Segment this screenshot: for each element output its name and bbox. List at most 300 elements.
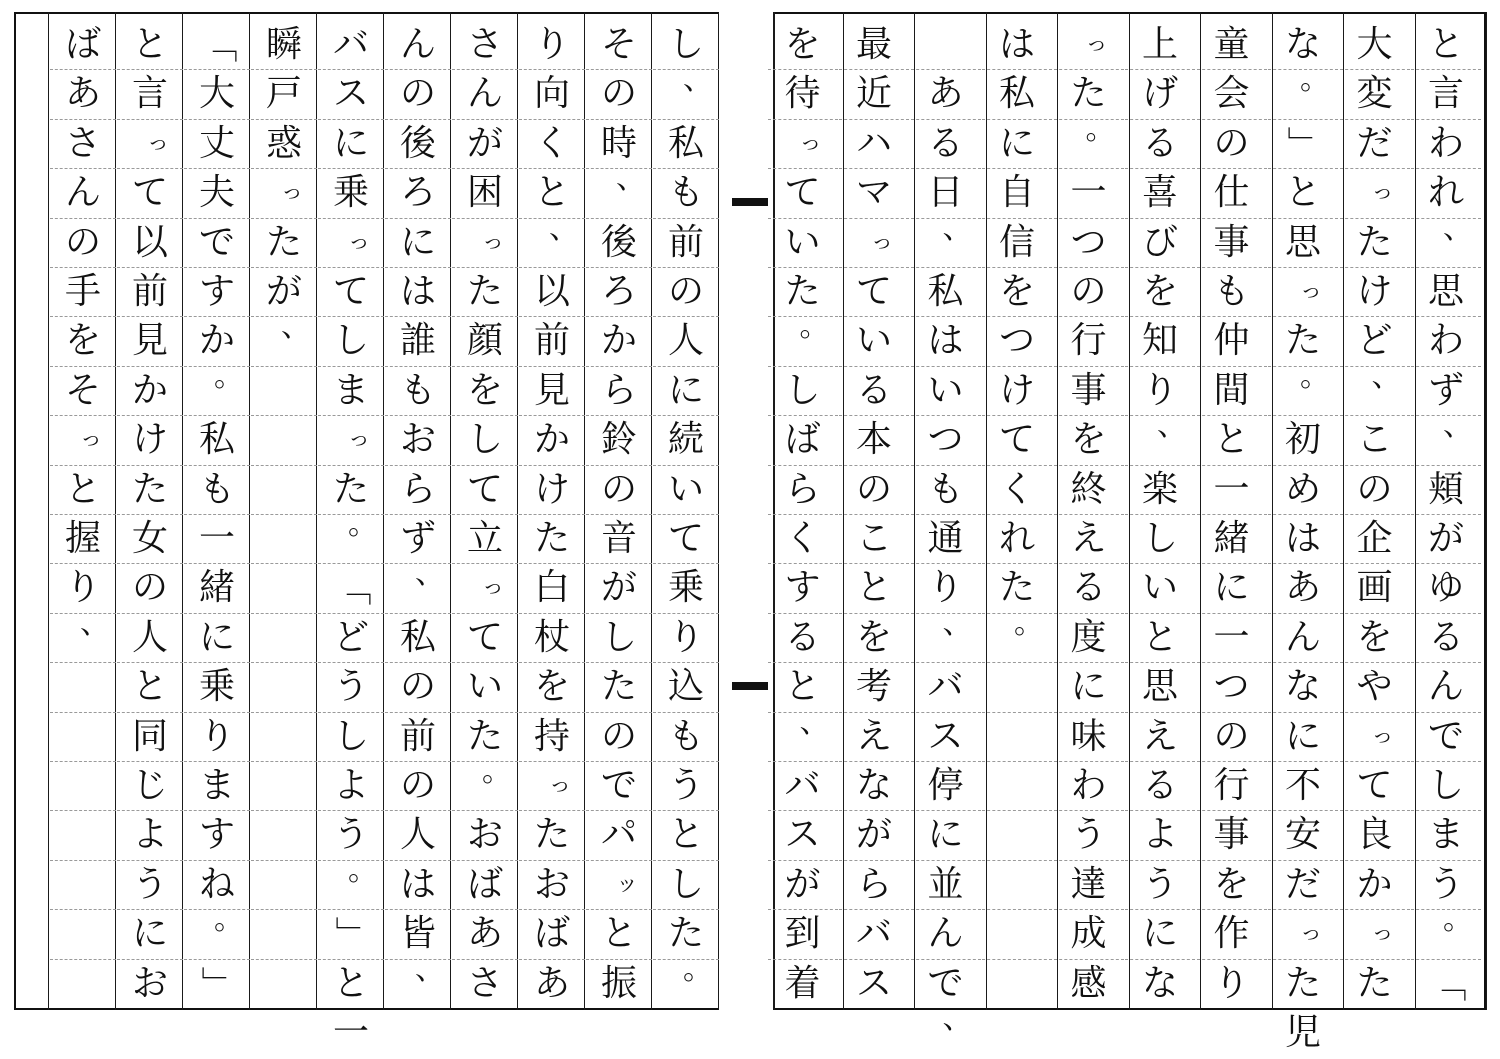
manuscript-character: る: [1141, 122, 1178, 164]
manuscript-character: て: [332, 271, 369, 312]
manuscript-character: さ: [64, 122, 101, 164]
manuscript-character: 。: [1300, 358, 1330, 394]
manuscript-character: ハ: [855, 122, 892, 164]
manuscript-character: バ: [332, 24, 369, 65]
manuscript-character: ば: [466, 863, 503, 905]
manuscript-character: 。: [214, 902, 244, 938]
manuscript-character: 。: [1085, 111, 1116, 147]
manuscript-character: た: [332, 468, 369, 510]
manuscript-character: る: [927, 122, 964, 164]
manuscript-character: 「: [331, 570, 372, 607]
manuscript-character: し: [667, 863, 704, 905]
cell-separator: [982, 810, 1052, 811]
manuscript-character: 思: [1141, 666, 1178, 708]
manuscript-character: 以: [533, 271, 570, 312]
manuscript-character: て: [466, 616, 503, 658]
manuscript-character: れ: [998, 518, 1035, 559]
cell-separator: [318, 909, 384, 910]
manuscript-character: 。: [482, 754, 512, 789]
manuscript-character: よ: [1141, 814, 1178, 856]
manuscript-character: 込: [667, 666, 704, 708]
cell-separator: [982, 909, 1052, 910]
manuscript-character: 乗: [332, 172, 369, 214]
manuscript-character: 事: [1070, 369, 1107, 411]
manuscript-character: 、: [80, 605, 110, 641]
manuscript-character: い: [1141, 567, 1178, 609]
manuscript-character: ら: [784, 468, 821, 510]
manuscript-character: が: [600, 567, 637, 609]
manuscript-character: 大: [1356, 24, 1393, 65]
manuscript-character: 後: [399, 122, 436, 164]
manuscript-character: り: [1141, 369, 1178, 411]
manuscript-character: 。: [348, 852, 378, 888]
manuscript-character: っ: [347, 427, 370, 453]
manuscript-character: く: [998, 468, 1035, 510]
manuscript-character: た: [533, 814, 570, 856]
manuscript-character: 丈: [198, 122, 235, 164]
cell-separator: [251, 514, 317, 515]
manuscript-character: 感: [1070, 962, 1107, 1004]
manuscript-character: す: [198, 814, 235, 856]
manuscript-character: ス: [855, 962, 892, 1004]
manuscript-character: か: [533, 419, 570, 461]
manuscript-character: 。: [214, 358, 244, 394]
manuscript-character: を: [1141, 271, 1178, 312]
manuscript-character: 夫: [198, 172, 235, 214]
manuscript-character: に: [1213, 567, 1250, 609]
manuscript-character: こ: [855, 518, 892, 559]
manuscript-character: い: [667, 468, 704, 510]
manuscript-character: あ: [1284, 567, 1321, 609]
manuscript-character: い: [784, 221, 821, 263]
manuscript-character: っ: [79, 427, 102, 453]
cell-separator: [50, 959, 116, 960]
manuscript-character: 、: [942, 210, 973, 246]
manuscript-character: 、: [942, 605, 973, 641]
manuscript-character: う: [1427, 863, 1464, 905]
manuscript-character: る: [1427, 616, 1464, 658]
manuscript-character: 信: [998, 221, 1035, 263]
manuscript-character: 私: [998, 73, 1035, 115]
manuscript-character: 前: [131, 271, 168, 312]
manuscript-character: 、: [1443, 210, 1473, 246]
manuscript-character: っ: [280, 180, 303, 206]
manuscript-character: の: [1070, 271, 1107, 312]
manuscript-character: す: [784, 567, 821, 609]
manuscript-character: ら: [855, 863, 892, 905]
manuscript-character: の: [1213, 122, 1250, 164]
manuscript-character: 瞬: [265, 24, 302, 65]
manuscript-character: の: [64, 221, 101, 263]
manuscript-character: 会: [1213, 73, 1250, 115]
manuscript-character: て: [667, 518, 704, 559]
manuscript-character: っ: [1085, 32, 1108, 57]
manuscript-character: 女: [131, 518, 168, 559]
cell-separator: [50, 860, 116, 861]
manuscript-character: し: [667, 24, 704, 65]
manuscript-character: ど: [332, 616, 369, 658]
manuscript-character: に: [927, 814, 964, 856]
manuscript-character: 私: [927, 271, 964, 312]
cell-separator: [184, 959, 250, 960]
manuscript-character: に: [131, 913, 168, 955]
cell-separator: [982, 662, 1052, 663]
manuscript-character: ッ: [615, 871, 638, 897]
manuscript-character: う: [131, 863, 168, 905]
manuscript-character: と: [1141, 616, 1178, 658]
manuscript-character: は: [399, 271, 436, 312]
manuscript-character: た: [998, 567, 1035, 609]
manuscript-character: ん: [399, 24, 436, 65]
manuscript-character: ろ: [399, 172, 436, 214]
manuscript-character: た: [131, 468, 168, 510]
manuscript-character: 鈴: [600, 419, 637, 461]
manuscript-character: た: [1284, 320, 1321, 362]
manuscript-character: つ: [927, 419, 964, 461]
manuscript-character: ら: [399, 468, 436, 510]
manuscript-character: り: [533, 24, 570, 65]
manuscript-character: と: [1213, 419, 1250, 461]
manuscript-character: 、: [942, 1001, 973, 1036]
manuscript-character: と: [667, 814, 704, 856]
cell-separator: [982, 761, 1052, 762]
manuscript-character: 童: [1213, 24, 1250, 65]
manuscript-character: 人: [131, 616, 168, 658]
manuscript-character: し: [1427, 765, 1464, 806]
manuscript-character: の: [1213, 715, 1250, 757]
manuscript-character: 、: [415, 951, 445, 987]
manuscript-character: め: [1284, 468, 1321, 510]
manuscript-character: 成: [1070, 913, 1107, 955]
manuscript-character: 画: [1356, 567, 1393, 609]
manuscript-character: に: [1070, 666, 1107, 708]
manuscript-character: 間: [1213, 369, 1250, 411]
manuscript-character: あ: [64, 73, 101, 115]
manuscript-character: 。: [683, 951, 713, 987]
manuscript-character: ん: [466, 73, 503, 115]
manuscript-character: そ: [600, 24, 637, 65]
manuscript-character: 達: [1070, 863, 1107, 905]
manuscript-character: 最: [855, 24, 892, 65]
manuscript-character: 本: [855, 419, 892, 461]
manuscript-character: 」: [331, 916, 372, 953]
cell-separator: [1411, 959, 1481, 960]
manuscript-character: 私: [399, 616, 436, 658]
manuscript-character: 、: [415, 556, 445, 592]
cell-separator: [251, 366, 317, 367]
manuscript-character: 言: [131, 73, 168, 115]
manuscript-character: で: [600, 765, 637, 806]
manuscript-character: を: [784, 24, 821, 65]
manuscript-character: と: [64, 468, 101, 510]
manuscript-character: マ: [855, 172, 892, 214]
cell-separator: [50, 712, 116, 713]
manuscript-character: よ: [131, 814, 168, 856]
manuscript-character: て: [466, 468, 503, 510]
manuscript-character: の: [399, 765, 436, 806]
manuscript-character: っ: [146, 130, 169, 156]
manuscript-character: し: [784, 369, 821, 411]
manuscript-character: が: [855, 814, 892, 856]
manuscript-character: 立: [466, 518, 503, 559]
manuscript-character: と: [1284, 172, 1321, 214]
manuscript-character: て: [1356, 765, 1393, 806]
manuscript-character: 、: [281, 309, 311, 345]
manuscript-character: は: [927, 320, 964, 362]
manuscript-character: だ: [1356, 122, 1393, 164]
manuscript-character: 握: [64, 518, 101, 559]
manuscript-character: と: [131, 666, 168, 708]
manuscript-character: 並: [927, 863, 964, 905]
manuscript-character: の: [600, 73, 637, 115]
cell-separator: [251, 415, 317, 416]
manuscript-character: の: [600, 468, 637, 510]
manuscript-character: る: [1141, 765, 1178, 806]
manuscript-character: し: [332, 715, 369, 757]
manuscript-character: え: [855, 715, 892, 757]
manuscript-character: 。: [348, 507, 378, 542]
manuscript-character: も: [198, 468, 235, 510]
manuscript-character: か: [1356, 863, 1393, 905]
manuscript-character: し: [600, 616, 637, 658]
manuscript-character: 喜: [1141, 172, 1178, 214]
manuscript-character: 楽: [1141, 468, 1178, 510]
manuscript-character: ま: [1427, 814, 1464, 856]
manuscript-character: た: [533, 518, 570, 559]
manuscript-character: 思: [1427, 271, 1464, 312]
manuscript-character: か: [600, 320, 637, 362]
manuscript-character: の: [399, 666, 436, 708]
manuscript-character: も: [667, 715, 704, 757]
manuscript-character: る: [784, 616, 821, 658]
manuscript-character: で: [198, 221, 235, 263]
cell-separator: [50, 761, 116, 762]
manuscript-character: 度: [1070, 616, 1107, 658]
manuscript-character: が: [466, 122, 503, 164]
manuscript-character: 人: [667, 320, 704, 362]
fold-mark-top: [732, 198, 768, 206]
manuscript-character: 、: [616, 161, 646, 197]
manuscript-character: を: [1356, 616, 1393, 658]
manuscript-character: す: [198, 271, 235, 312]
manuscript-character: に: [1141, 913, 1178, 955]
manuscript-character: げ: [1141, 73, 1178, 115]
manuscript-character: っ: [1299, 921, 1322, 947]
manuscript-character: 皆: [399, 913, 436, 955]
manuscript-character: 困: [466, 172, 503, 214]
cell-separator: [251, 909, 317, 910]
manuscript-character: を: [64, 320, 101, 362]
manuscript-character: う: [332, 666, 369, 708]
manuscript-character: 振: [600, 962, 637, 1004]
manuscript-character: つ: [998, 320, 1035, 362]
manuscript-character: は: [998, 24, 1035, 65]
manuscript-character: 行: [1213, 765, 1250, 806]
manuscript-character: 。: [1300, 62, 1330, 98]
manuscript-character: た: [1070, 73, 1107, 115]
cell-separator: [251, 959, 317, 960]
cell-separator: [982, 959, 1052, 960]
manuscript-character: 杖: [533, 616, 570, 658]
manuscript-character: け: [1356, 271, 1393, 312]
manuscript-character: わ: [1427, 320, 1464, 362]
column-rule: [1486, 12, 1487, 1010]
cell-separator: [251, 465, 317, 466]
manuscript-character: ス: [784, 814, 821, 856]
manuscript-character: 。: [799, 309, 830, 345]
manuscript-character: に: [198, 616, 235, 658]
manuscript-character: 作: [1213, 913, 1250, 955]
manuscript-character: も: [667, 172, 704, 214]
cell-separator: [251, 613, 317, 614]
manuscript-character: の: [1356, 468, 1393, 510]
manuscript-character: は: [1284, 518, 1321, 559]
manuscript-character: ま: [198, 765, 235, 806]
manuscript-character: っ: [1371, 180, 1394, 206]
manuscript-character: 」: [197, 965, 238, 1002]
manuscript-character: わ: [1427, 122, 1464, 164]
manuscript-character: 頬: [1427, 468, 1464, 510]
manuscript-character: か: [131, 369, 168, 411]
manuscript-character: 前: [533, 320, 570, 362]
cell-separator: [318, 563, 384, 564]
manuscript-character: う: [332, 814, 369, 856]
manuscript-character: あ: [533, 962, 570, 1004]
manuscript-character: パ: [600, 814, 637, 856]
manuscript-character: バ: [927, 666, 964, 708]
cell-separator: [982, 860, 1052, 861]
manuscript-character: な: [1141, 962, 1178, 1004]
manuscript-character: を: [533, 666, 570, 708]
manuscript-character: 顔: [466, 320, 503, 362]
manuscript-character: の: [131, 567, 168, 609]
manuscript-character: 見: [131, 320, 168, 362]
manuscript-character: こ: [1356, 419, 1393, 461]
manuscript-character: け: [131, 419, 168, 461]
manuscript-character: 白: [533, 567, 570, 609]
manuscript-character: が: [784, 863, 821, 905]
manuscript-character: お: [399, 419, 436, 461]
manuscript-character: 。: [1443, 902, 1473, 938]
manuscript-character: し: [1141, 518, 1178, 559]
manuscript-character: の: [667, 271, 704, 312]
manuscript-character: 良: [1356, 814, 1393, 856]
cell-separator: [251, 810, 317, 811]
manuscript-character: そ: [64, 369, 101, 411]
manuscript-character: 上: [1141, 24, 1178, 65]
cell-separator: [251, 563, 317, 564]
manuscript-character: に: [399, 221, 436, 263]
manuscript-character: を: [466, 369, 503, 411]
manuscript-character: 児: [1284, 1012, 1321, 1053]
manuscript-character: 時: [600, 122, 637, 164]
manuscript-character: ま: [332, 369, 369, 411]
manuscript-character: 大: [198, 73, 235, 115]
manuscript-character: 」: [1283, 125, 1324, 162]
manuscript-character: ス: [332, 73, 369, 115]
manuscript-character: 私: [198, 419, 235, 461]
manuscript-character: 日: [927, 172, 964, 214]
manuscript-character: 自: [998, 172, 1035, 214]
manuscript-character: 企: [1356, 518, 1393, 559]
manuscript-character: な: [1284, 666, 1321, 708]
manuscript-character: 続: [667, 419, 704, 461]
manuscript-character: あ: [927, 73, 964, 115]
manuscript-character: り: [198, 715, 235, 757]
manuscript-character: 緒: [1213, 518, 1250, 559]
manuscript-character: じ: [131, 765, 168, 806]
manuscript-character: バ: [855, 913, 892, 955]
manuscript-character: 、: [549, 210, 579, 246]
manuscript-character: 見: [533, 369, 570, 411]
manuscript-character: て: [131, 172, 168, 214]
manuscript-character: っ: [481, 575, 504, 601]
manuscript-character: っ: [1299, 279, 1322, 304]
manuscript-character: た: [1284, 962, 1321, 1004]
manuscript-character: 同: [131, 715, 168, 757]
manuscript-character: ん: [64, 172, 101, 214]
manuscript-character: の: [855, 468, 892, 510]
manuscript-character: て: [998, 419, 1035, 461]
manuscript-character: た: [667, 913, 704, 955]
manuscript-character: 初: [1284, 419, 1321, 461]
cell-separator: [982, 712, 1052, 713]
manuscript-character: 事: [1213, 814, 1250, 856]
manuscript-character: う: [1070, 814, 1107, 856]
manuscript-character: 手: [64, 271, 101, 312]
manuscript-character: ず: [399, 518, 436, 559]
manuscript-character: 前: [399, 715, 436, 757]
manuscript-character: た: [1356, 221, 1393, 263]
manuscript-character: 安: [1284, 814, 1321, 856]
manuscript-character: で: [927, 962, 964, 1004]
manuscript-character: お: [131, 962, 168, 1004]
manuscript-character: れ: [1427, 172, 1464, 214]
manuscript-character: 一: [1213, 468, 1250, 510]
manuscript-character: た: [466, 271, 503, 312]
manuscript-character: と: [332, 962, 369, 1004]
manuscript-character: た: [784, 271, 821, 312]
manuscript-character: る: [855, 369, 892, 411]
manuscript-character: が: [1427, 518, 1464, 559]
manuscript-character: に: [667, 369, 704, 411]
manuscript-character: を: [998, 271, 1035, 312]
manuscript-character: さ: [466, 962, 503, 1004]
manuscript-character: っ: [799, 130, 822, 156]
manuscript-character: く: [784, 518, 821, 559]
manuscript-character: た: [1356, 962, 1393, 1004]
manuscript-character: と: [855, 567, 892, 609]
fold-mark-bottom: [732, 682, 768, 690]
manuscript-character: つ: [1213, 666, 1250, 708]
cell-separator: [50, 909, 116, 910]
manuscript-character: い: [466, 666, 503, 708]
manuscript-character: 一: [332, 1012, 369, 1053]
manuscript-character: な: [855, 765, 892, 806]
manuscript-character: さ: [466, 24, 503, 65]
manuscript-character: を: [1213, 863, 1250, 905]
cell-separator: [251, 761, 317, 762]
manuscript-character: も: [1213, 271, 1250, 312]
manuscript-character: 「: [197, 26, 238, 63]
manuscript-character: っ: [481, 229, 504, 255]
manuscript-character: 行: [1070, 320, 1107, 362]
manuscript-character: と: [784, 666, 821, 708]
manuscript-character: り: [927, 567, 964, 609]
manuscript-character: 「: [1426, 965, 1467, 1002]
center-fold-band: [718, 12, 774, 1010]
manuscript-character: 終: [1070, 468, 1107, 510]
